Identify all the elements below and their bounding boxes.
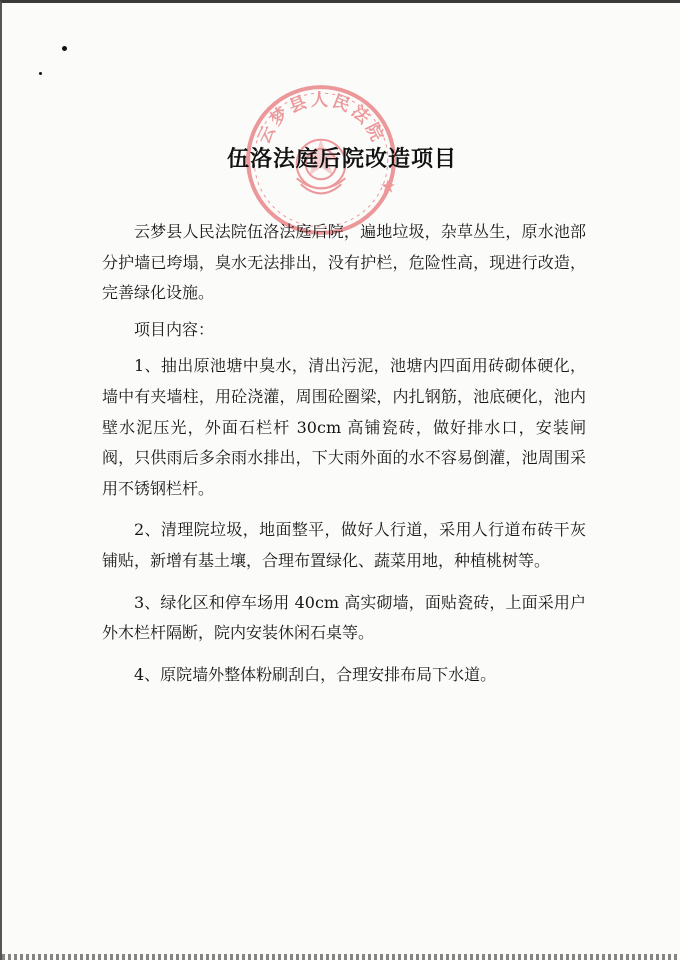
item-1-paragraph: 1、抽出原池塘中臭水，清出污泥，池塘内四面用砖砌体硬化，墙中有夹墙柱，用砼浇灌，周围砼圈梁，内扎钢筋，池底硬化，池内壁水泥压光，外面石栏杆 30cm 高铺瓷砖，做好排水口，安装闸阀，只供雨后多余雨水排出，下大雨外面的水不容易倒灌，池周围采用不锈钢栏杆。 [102,356,586,498]
svg-text:云梦县人民法院: 云梦县人民法院 [254,90,388,148]
scan-edge [2,954,680,960]
item-3-paragraph: 3、绿化区和停车场用 40cm 高实砌墙，面贴瓷砖，上面采用户外木栏杆隔断，院内安装休闲石桌等。 [102,592,586,643]
item-2-paragraph: 2、清理院垃圾，地面整平，做好人行道，采用人行道布砖干灰铺贴，新增有基土壤，合理布置绿化、蔬菜用地，种植桃树等。 [102,520,586,570]
ink-speck [39,72,42,75]
document-title: 伍洛法庭后院改造项目 [226,147,457,172]
item-4-paragraph: 4、原院墙外整体粉刷刮白，合理安排布局下水道。 [134,664,497,684]
document-body [102,217,586,690]
section-heading: 项目内容： [134,319,215,339]
svg-text:★: ★ [379,176,397,198]
ink-speck [62,46,67,51]
intro-paragraph: 云梦县人民法院伍洛法庭后院，遍地垃圾，杂草丛生，原水池部分护墙已垮塌，臭水无法排出，没有护栏，危险性高，现进行改造，完善绿化设施。 [102,222,586,303]
